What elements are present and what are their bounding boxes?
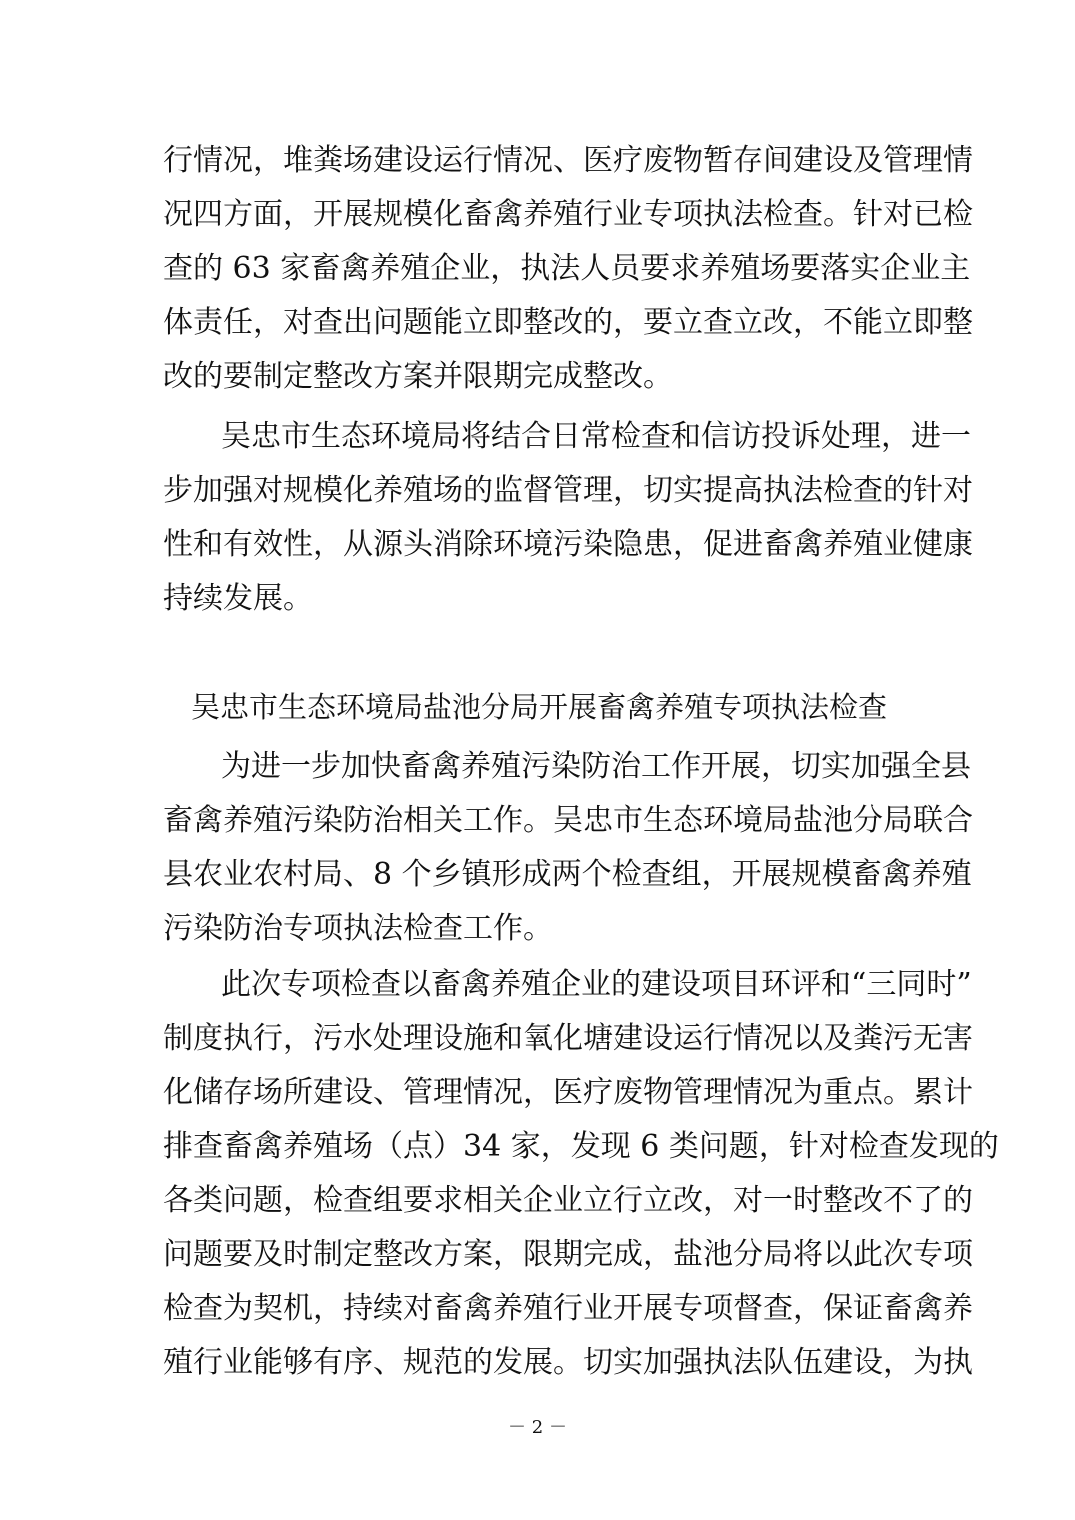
paragraph-line: 殖行业能够有序、规范的发展。切实加强执法队伍建设，为执 <box>163 1345 973 1380</box>
paragraph-line: 畜禽养殖污染防治相关工作。吴忠市生态环境局盐池分局联合 <box>163 803 973 838</box>
paragraph-line: 排查畜禽养殖场（点）34 家，发现 6 类问题，针对检查发现的 <box>163 1129 999 1164</box>
paragraph-line: 改的要制定整改方案并限期完成整改。 <box>163 359 673 394</box>
paragraph-yanchi-inspection <box>163 958 999 1390</box>
paragraph-line: 性和有效性，从源头消除环境污染隐患，促进畜禽养殖业健康 <box>163 527 973 562</box>
paragraph-line: 化储存场所建设、管理情况，医疗废物管理情况为重点。累计 <box>163 1075 973 1110</box>
paragraph-line: 查的 63 家畜禽养殖企业，执法人员要求养殖场要落实企业主 <box>163 251 971 286</box>
paragraph-line: 步加强对规模化养殖场的监督管理，切实提高执法检查的针对 <box>163 473 973 508</box>
paragraph-line: 吴忠市生态环境局将结合日常检查和信访投诉处理，进一 <box>221 419 971 454</box>
paragraph-line: 问题要及时制定整改方案，限期完成，盐池分局将以此次专项 <box>163 1237 973 1272</box>
section-title: 吴忠市生态环境局盐池分局开展畜禽养殖专项执法检查 <box>190 690 887 724</box>
paragraph-line: 持续发展。 <box>163 581 313 616</box>
paragraph-line: 检查为契机，持续对畜禽养殖行业开展专项督查，保证畜禽养 <box>163 1291 973 1326</box>
paragraph-line: 制度执行，污水处理设施和氧化塘建设运行情况以及粪污无害 <box>163 1021 973 1056</box>
paragraph-supervision <box>163 410 973 626</box>
paragraph-continued-enforcement <box>163 134 973 404</box>
paragraph-line: 行情况，堆粪场建设运行情况、医疗废物暂存间建设及管理情 <box>163 143 973 178</box>
paragraph-line: 为进一步加快畜禽养殖污染防治工作开展，切实加强全县 <box>221 749 971 784</box>
paragraph-line: 况四方面，开展规模化畜禽养殖行业专项执法检查。针对已检 <box>163 197 973 232</box>
paragraph-line: 各类问题，检查组要求相关企业立行立改，对一时整改不了的 <box>163 1183 973 1218</box>
paragraph-yanchi-intro <box>163 740 973 956</box>
page-number: － 2 － <box>508 1417 567 1438</box>
paragraph-line: 污染防治专项执法检查工作。 <box>163 911 553 946</box>
paragraph-line: 体责任，对查出问题能立即整改的，要立查立改，不能立即整 <box>163 305 973 340</box>
paragraph-line: 此次专项检查以畜禽养殖企业的建设项目环评和“三同时” <box>221 967 972 1002</box>
paragraph-line: 县农业农村局、8 个乡镇形成两个检查组，开展规模畜禽养殖 <box>163 857 972 892</box>
